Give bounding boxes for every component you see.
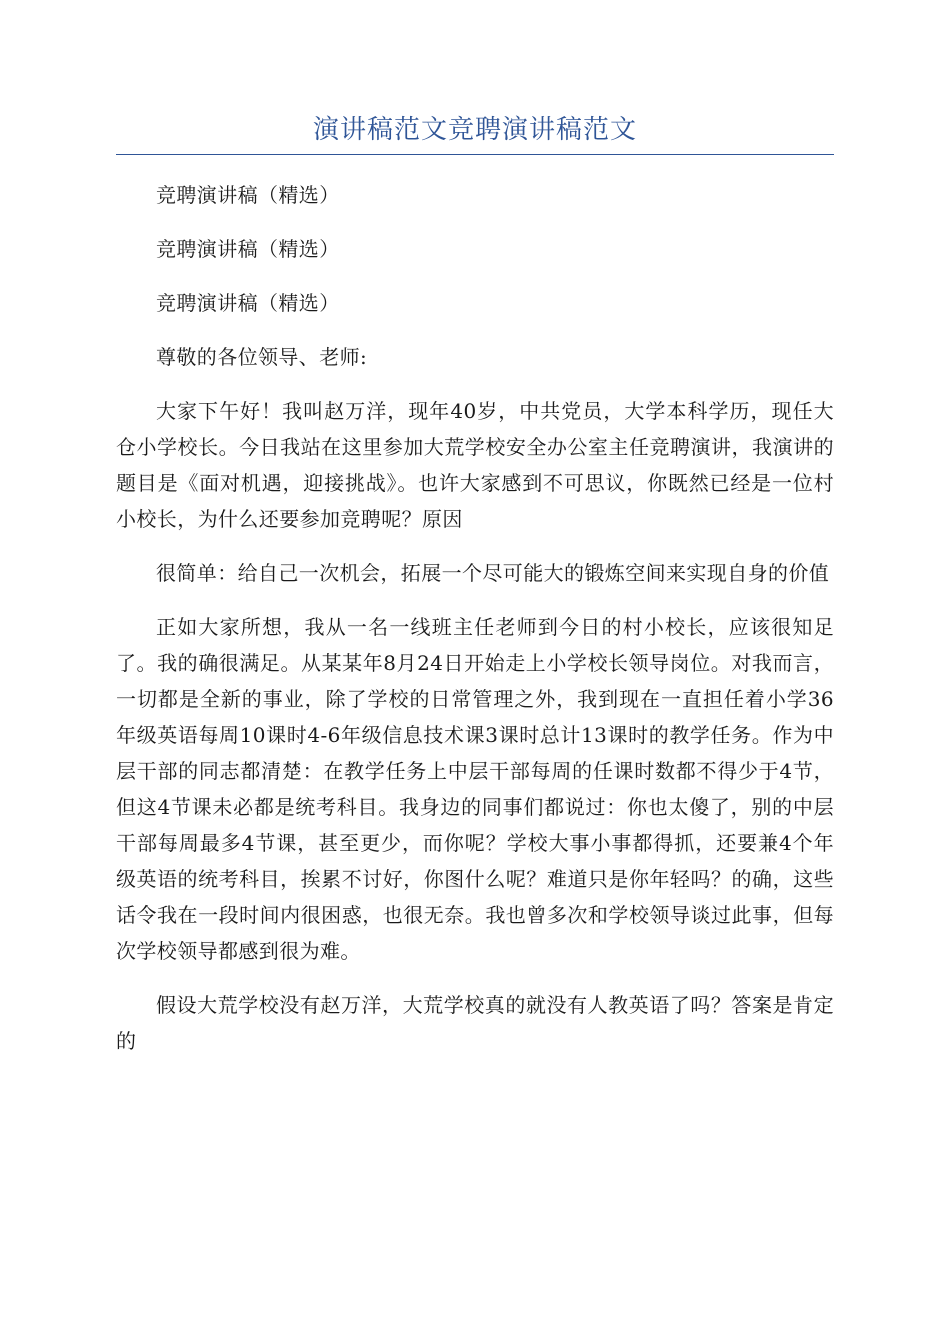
paragraph-3: 竞聘演讲稿（精选） xyxy=(156,291,340,315)
paragraph-salutation: 尊敬的各位领导、老师: xyxy=(156,345,368,369)
document-title: 演讲稿范文竞聘演讲稿范文 xyxy=(312,115,637,145)
title-divider xyxy=(116,154,834,155)
paragraph-introduction: 大家下午好！我叫赵万洋，现年40岁，中共党员，大学本科学历，现任大仓小学校长。今日我站在这里参加大荒学校安全办公室主任竞聘演讲，我演讲的题目是《面对机遇，迎接挑战》。也许大家感到不可思议，你既然已经是一位村小校长，为什么还要参加竞聘呢？原因 xyxy=(116,399,834,531)
paragraph-hypothesis: 假设大荒学校没有赵万洋，大荒学校真的就没有人教英语了吗？答案是肯定的 xyxy=(116,993,834,1053)
paragraph-reason: 很简单：给自己一次机会，拓展一个尽可能大的锻炼空间来实现自身的价值 xyxy=(156,561,830,585)
paragraph-2: 竞聘演讲稿（精选） xyxy=(156,237,340,261)
paragraph-experience: 正如大家所想，我从一名一线班主任老师到今日的村小校长，应该很知足了。我的确很满足。从某某年8月24日开始走上小学校长领导岗位。对我而言，一切都是全新的事业，除了学校的日常管理之外，我到现在一直担任着小学36年级英语每周10课时4-6年级信息技术课3课时总计13课时的教学任务。作为中层干部的同志都清楚：在教学任务上中层干部每周的任课时数都不得少于4节，但这4节课未必都是统考科目。我身边的同事们都说过：你也太傻了，别的中层干部每周最多4节课，甚至更少，而你呢？学校大事小事都得抓，还要兼4个年级英语的统考科目，挨累不讨好，你图什么呢？难道只是你年轻吗？的确，这些话令我在一段时间内很困惑，也很无奈。我也曾多次和学校领导谈过此事，但每次学校领导都感到很为难。 xyxy=(116,615,834,963)
paragraph-1: 竞聘演讲稿（精选） xyxy=(156,183,340,207)
document-body xyxy=(116,177,834,1077)
